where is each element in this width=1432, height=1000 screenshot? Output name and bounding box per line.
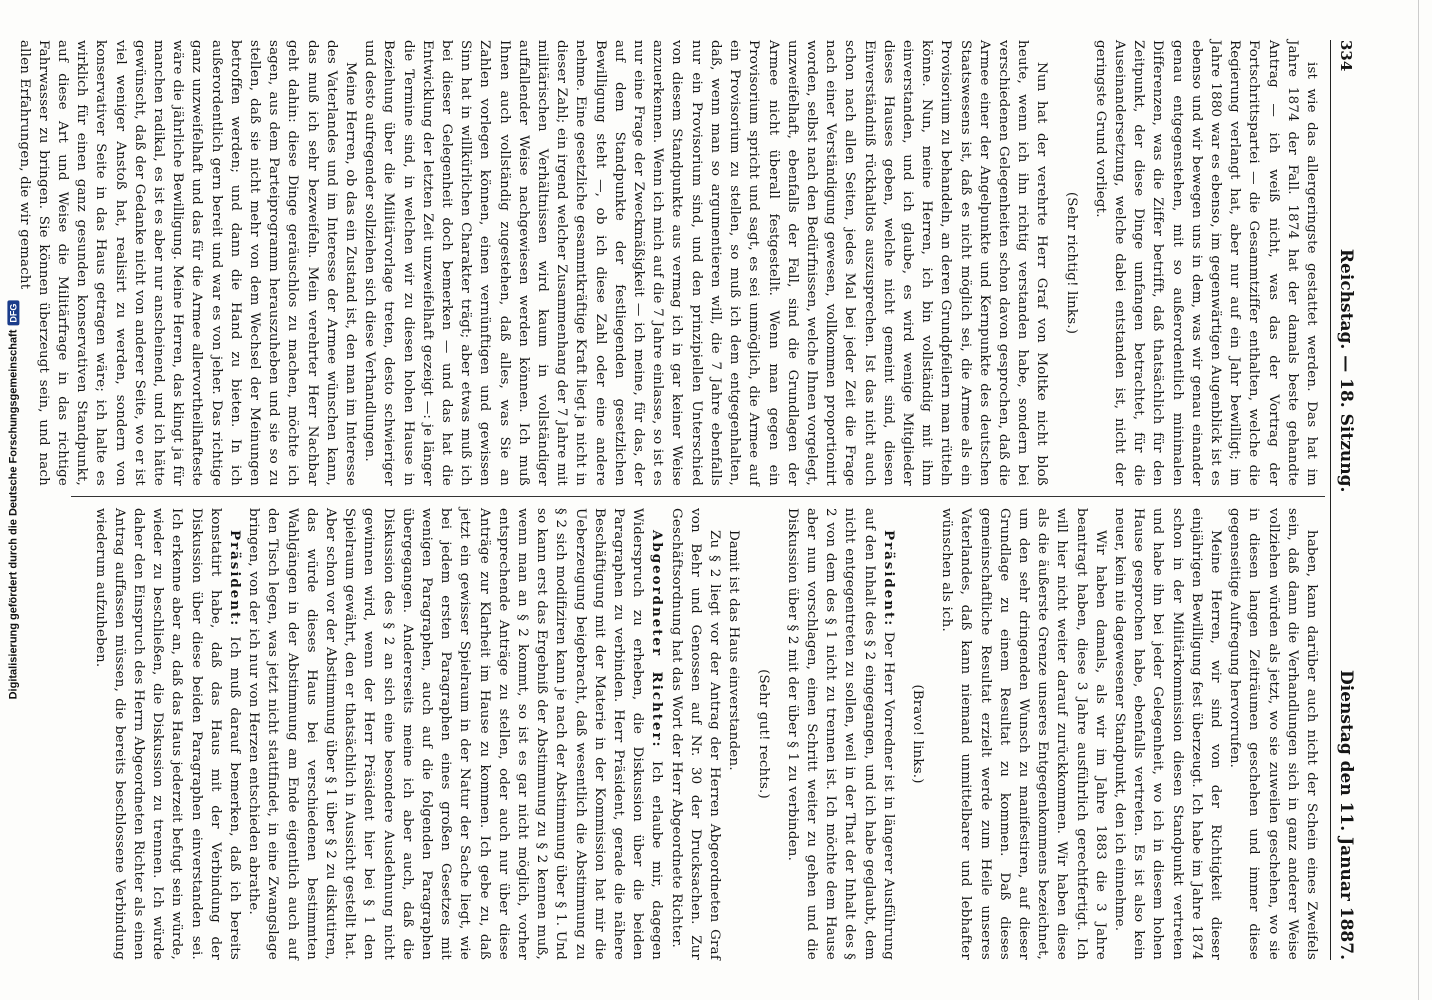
page-number: 334 — [1337, 40, 1355, 72]
interjection: (Bravo! links.) — [909, 684, 925, 784]
column-divider — [71, 496, 1325, 497]
paragraph: Wir haben damals, als wir im Jahre 1883 die 3 Jahre beantragt haben, diese 3 Jahre ausführlich gerechtfertigt. Ich will hier nicht weiter darauf zurückkommen. Wir haben diese als die äußerste Grenze unseres Entgegenkommens bezeichnet, um den sehr dringenden Wunsch zu manifestiren, auf dieser Grundlage zu einem Resultat zu kommen. Daß dieses gemeinschaftliche Resultat erzielt werde zum Heile unseres Vaterlandes, daß kann niemand unmittelbarer und lebhafter wünschen als ich. — [939, 508, 1108, 960]
interjection: (Sehr gut! rechts.) — [755, 669, 771, 799]
page-edge — [1418, 0, 1419, 1000]
speech-paragraph — [90, 508, 244, 960]
interjection: (Sehr richtig! links.) — [1063, 191, 1079, 335]
speech-text: Ich muß darauf bemerken, daß ich bereits konstatirt habe, daß das Haus mit der Verbindung der Diskussion über diese beiden Paragraphen einverstanden sei. Ich erkenne aber an, daß das Haus jederzeit befugt sein würde, wieder zu beschließen, die Diskussion zu trennen. Ich würde daher den Einspruch des Herrn Abgeordneten Richter als einen Antrag auffassen müssen, die bereits beschlossene Verbindung wiederum aufzuheben. — [92, 508, 243, 960]
speech-paragraph — [783, 508, 898, 960]
dfg-logo-icon: DFG — [7, 301, 19, 326]
speaker-name: Präsident: — [227, 530, 244, 628]
speaker-name: Abgeordneter Richter: — [649, 530, 666, 749]
speech-paragraph — [244, 508, 666, 960]
speaker-name: Präsident: — [880, 530, 897, 628]
paragraph: Meine Herren, wir sind von der Richtigkeit dieser einjährigen Bewilligung fest überzeugt. Ich habe im Jahre 1874 schon in der Militärkommission diesen Standpunkt vertreten und habe ihn bei jeder Gelegenheit, wo ich in diesem hohen Hause gesprochen habe, ebenfalls vertreten. Es ist also kein neuer, kein nie dagewesener Standpunkt, den ich einnehme. — [1111, 508, 1223, 960]
speech-text: Der Herr Vorredner ist in längerer Ausführung auf den Inhalt des § 2 eingegangen, und ich habe geglaubt, dem nicht entgegentreten zu sollen, weil in der That der Inhalt des § 2 von dem des § 1 nicht zu trennen ist. Ich möchte dem Hause aber nun vorschlagen, einen Schritt weiter zu gehen und die Diskussion über § 2 mit der über § 1 zu verbinden. — [784, 508, 896, 960]
right-column — [71, 508, 1321, 960]
page-header — [1330, 40, 1361, 960]
paragraph: ist wie das allergeringste gestattet werden. Das hat im Jahre 1874 der Fall. 1874 hat der damals beste gehandte Antrag — ich weiß nicht, was das der Vortrag der Fortschrittspartei — die Gesammtziffer enthalten, welche die Regierung verlangt hat, aber nur auf ein Jahr bewilligt; im Jahre 1880 war es ebenso, im gegenwärtigen Augenblick ist es ebenso und wir bewegen uns in dem, was wir genau einander genau entgegenstehen, mit so außerordentlich minimalen Differenzen, was die Ziffer betrifft, daß thatsächlich für den Zeitpunkt, der diese Dinge umfangen betrachtet, für die Auseinandersetzung, welche dabei entstanden ist, nicht der geringste Grund vorliegt. — [1092, 40, 1319, 486]
paragraph: Damit ist das Haus einverstanden. — [726, 530, 742, 771]
paragraph: Meine Herren, ob das ein Zustand ist, den man im Interesse des Vaterlandes und im Interesse der Armee wünschen kann, das muß ich sehr bezweifeln. Mein verehrter Herr Nachbar geht dahin: diese Dinge geräuschlos zu machen, möchte ich sagen, aus dem Parteiprogramm herauszuheben und sie so zu stellen, daß sie nicht mehr von dem Wechsel der Meinungen betroffen werden; und dann die Hand zu bieten. In ich außerordentlich gern bereit und war es von jeher. Das richtige ganz unzweifelhaft und das für die Armee allervortheilhafteste wäre die jährliche Bewilligung. Meine Herren, das klingt ja für manchen radikal, es ist es aber nur anscheinend, und ich hätte gewünscht, daß der Gedanke nicht von anderer Seite, wo er ist viel weniger Anstoß hat, realisirt zu werden, sondern von konservativer Seite in das Haus getragen wäre; ich halte es wirklich für einen ganz gesunden konservativen Standpunkt, auf diese Art und Weise die Militärfrage in das richtige Fahrwasser zu bringen. Sie können überzeugt sein, und nach allen Erfahrungen, die wir gemacht — [16, 40, 359, 486]
credit-text: Digitalisierung gefördert durch die Deutsche Forschungsgemeinschaft — [7, 329, 20, 700]
paragraph: Nun hat der verehrte Herr Graf von Moltke nicht bloß heute, wenn ich ihn richtig verstanden habe, sondern bei verschiedenen Gelegenheiten schon davon gesprochen, daß die Armee einer der Angelpunkte und Kernpunkte des deutschen Staatswesens ist, daß es nicht möglich sei, die Armee als ein Provisorium zu behandeln, an deren Grundpfeilern man rütteln könne. Nun, meine Herren, ich bin vollständig mit ihm einverstanden, und ich glaube, es wird wenige Mitglieder dieses Hauses geben, welche nicht gemeint sind, diesen Einverständniß rückhaltlos auszusprechen. Ist das nicht auch schon nach allen Seiten, jedes Mal bei jeder Zeit die Frage nach einer Verständigung gewesen, vollkommen proportionirt worden, selbst nach den Bedürfnissen, welche Ihnen vorgelegt, unzweifelhaft, ebenfalls der Fall, sind die Grundlagen der Armee nicht überall festgestellt. Wenn man gegen ein Provisorium spricht und sagt, es sei unmöglich, die Armee auf ein Provisorium zu stellen, so muß ich dem entgegenhalten, daß, wenn man so argumentieren will, die 7 Jahre ebenfalls nur ein Provisorium sind, und den prinzipiellen Unterschied von diesem Standpunkte aus vermag ich in gar keiner Weise anzuerkennen. Wenn ich mich auf die 7 Jahre einlasse, so ist es nur eine Frage der Zweckmäßigkeit — ich meine, für das, der auf dem Standpunkte der festliegenden gesetzlichen Bewilligung steht —, ob ich diese Zahl oder eine andere nehme. Eine gesetzliche gesammtkräftige Kraft liegt ja nicht in dieser Zahl; ein irgend welcher Zusammenhang der 7 Jahre mit militärischen Verhältnissen wird kaum in vollständiger auffallender Weise nachgewiesen werden können. Ich muß Ihnen auch vollständig zugestehen, daß alles, was Sie an Zahlen vorlegen können, einen vernünftigen und gewissen Sinn hat in willkürlichen Charakter trägt; aber etwas muß ich bei dieser Gelegenheit doch bemerken — und das hat die Entwicklung der letzten Zeit unzweifelhaft gezeigt —: je länger die Termine sind, in welchen wir zu diesen hohen Hause in Beziehung über die Militärvorlage treten, desto schwieriger und desto aufregender sollziehen sich diese Verhandlungen. — [362, 40, 1050, 486]
header-title: Reichstag. — 18. Sitzung. — [1336, 248, 1356, 493]
rotated-page-content — [16, 40, 1361, 960]
header-date: Dienstag den 11. Januar 1887. — [1336, 670, 1356, 960]
paragraph: haben, kann darüber auch nicht der Schein eines Zweifels sein, daß dann die Verhandlungen sich in ganz anderer Weise vollziehen würden als jetzt, wo sie zuweilen geschehen, wo sie in diesen langen Zeiträumen geschehen und immer diese gegenseitige Aufregung hervorrufen. — [1227, 508, 1319, 960]
speech-text: Ich erlaube mir, dagegen Widerspruch zu erheben, die Diskussion über die beiden Paragraphen zu verbinden. Herr Präsident, gerade die nähere Beschäftigung mit der Materie in der Kommission hat mir die Ueberzeugung beigebracht, daß wesentlich die Abstimmung zu § 2 sich modifiziren kann je nach der Abstimmung über § 1. Und so kann erst das Ergebniß der Abstimmung zu § 2 kennen muß, wenn man an § 2 kommt, so ist es gar nicht möglich, vorher entsprechende Anträge zu stellen, oder auch nur über diese Anträge zur Klarheit im Hause zu kommen. Ich gebe zu, daß jetzt ein gewisser Spielraum in der Natur der Sache liegt, wie bei jedem ersten Paragraphen eines großen Gesetzes mit wenigen Paragraphen, auch auf die folgenden Paragraphen übergegangen. Andererseits meine ich aber auch, daß die Diskussion des § 2 an sich eine besondere Ausdehnung nicht gewinnen wird, wenn der Herr Präsident hier bei § 1 den Spielraum gewährt, den er thatsächlich in Aussicht gestellt hat. Aber schon vor der Abstimmung über § 1 über § 2 zu diskutiren, das würde dieses Haus bei verschiedenen bestimmten Wahlgängen in der Abstimmung am Ende eigentlich auch auf den Tisch legen, was jetzt nicht stattfindet, in eine Zwangslage bringen, von der ich nur von Herzen entschieden abrathe. — [246, 508, 665, 960]
paragraph: Zu § 2 liegt vor der Antrag der Herren Abgeordneten Graf von Behr und Genossen auf Nr. 30 der Drucksachen. Zur Geschäftsordnung hat das Wort der Herr Abgeordnete Richter. — [668, 508, 723, 960]
left-column — [16, 40, 1321, 486]
digitization-credit — [2, 0, 24, 1000]
